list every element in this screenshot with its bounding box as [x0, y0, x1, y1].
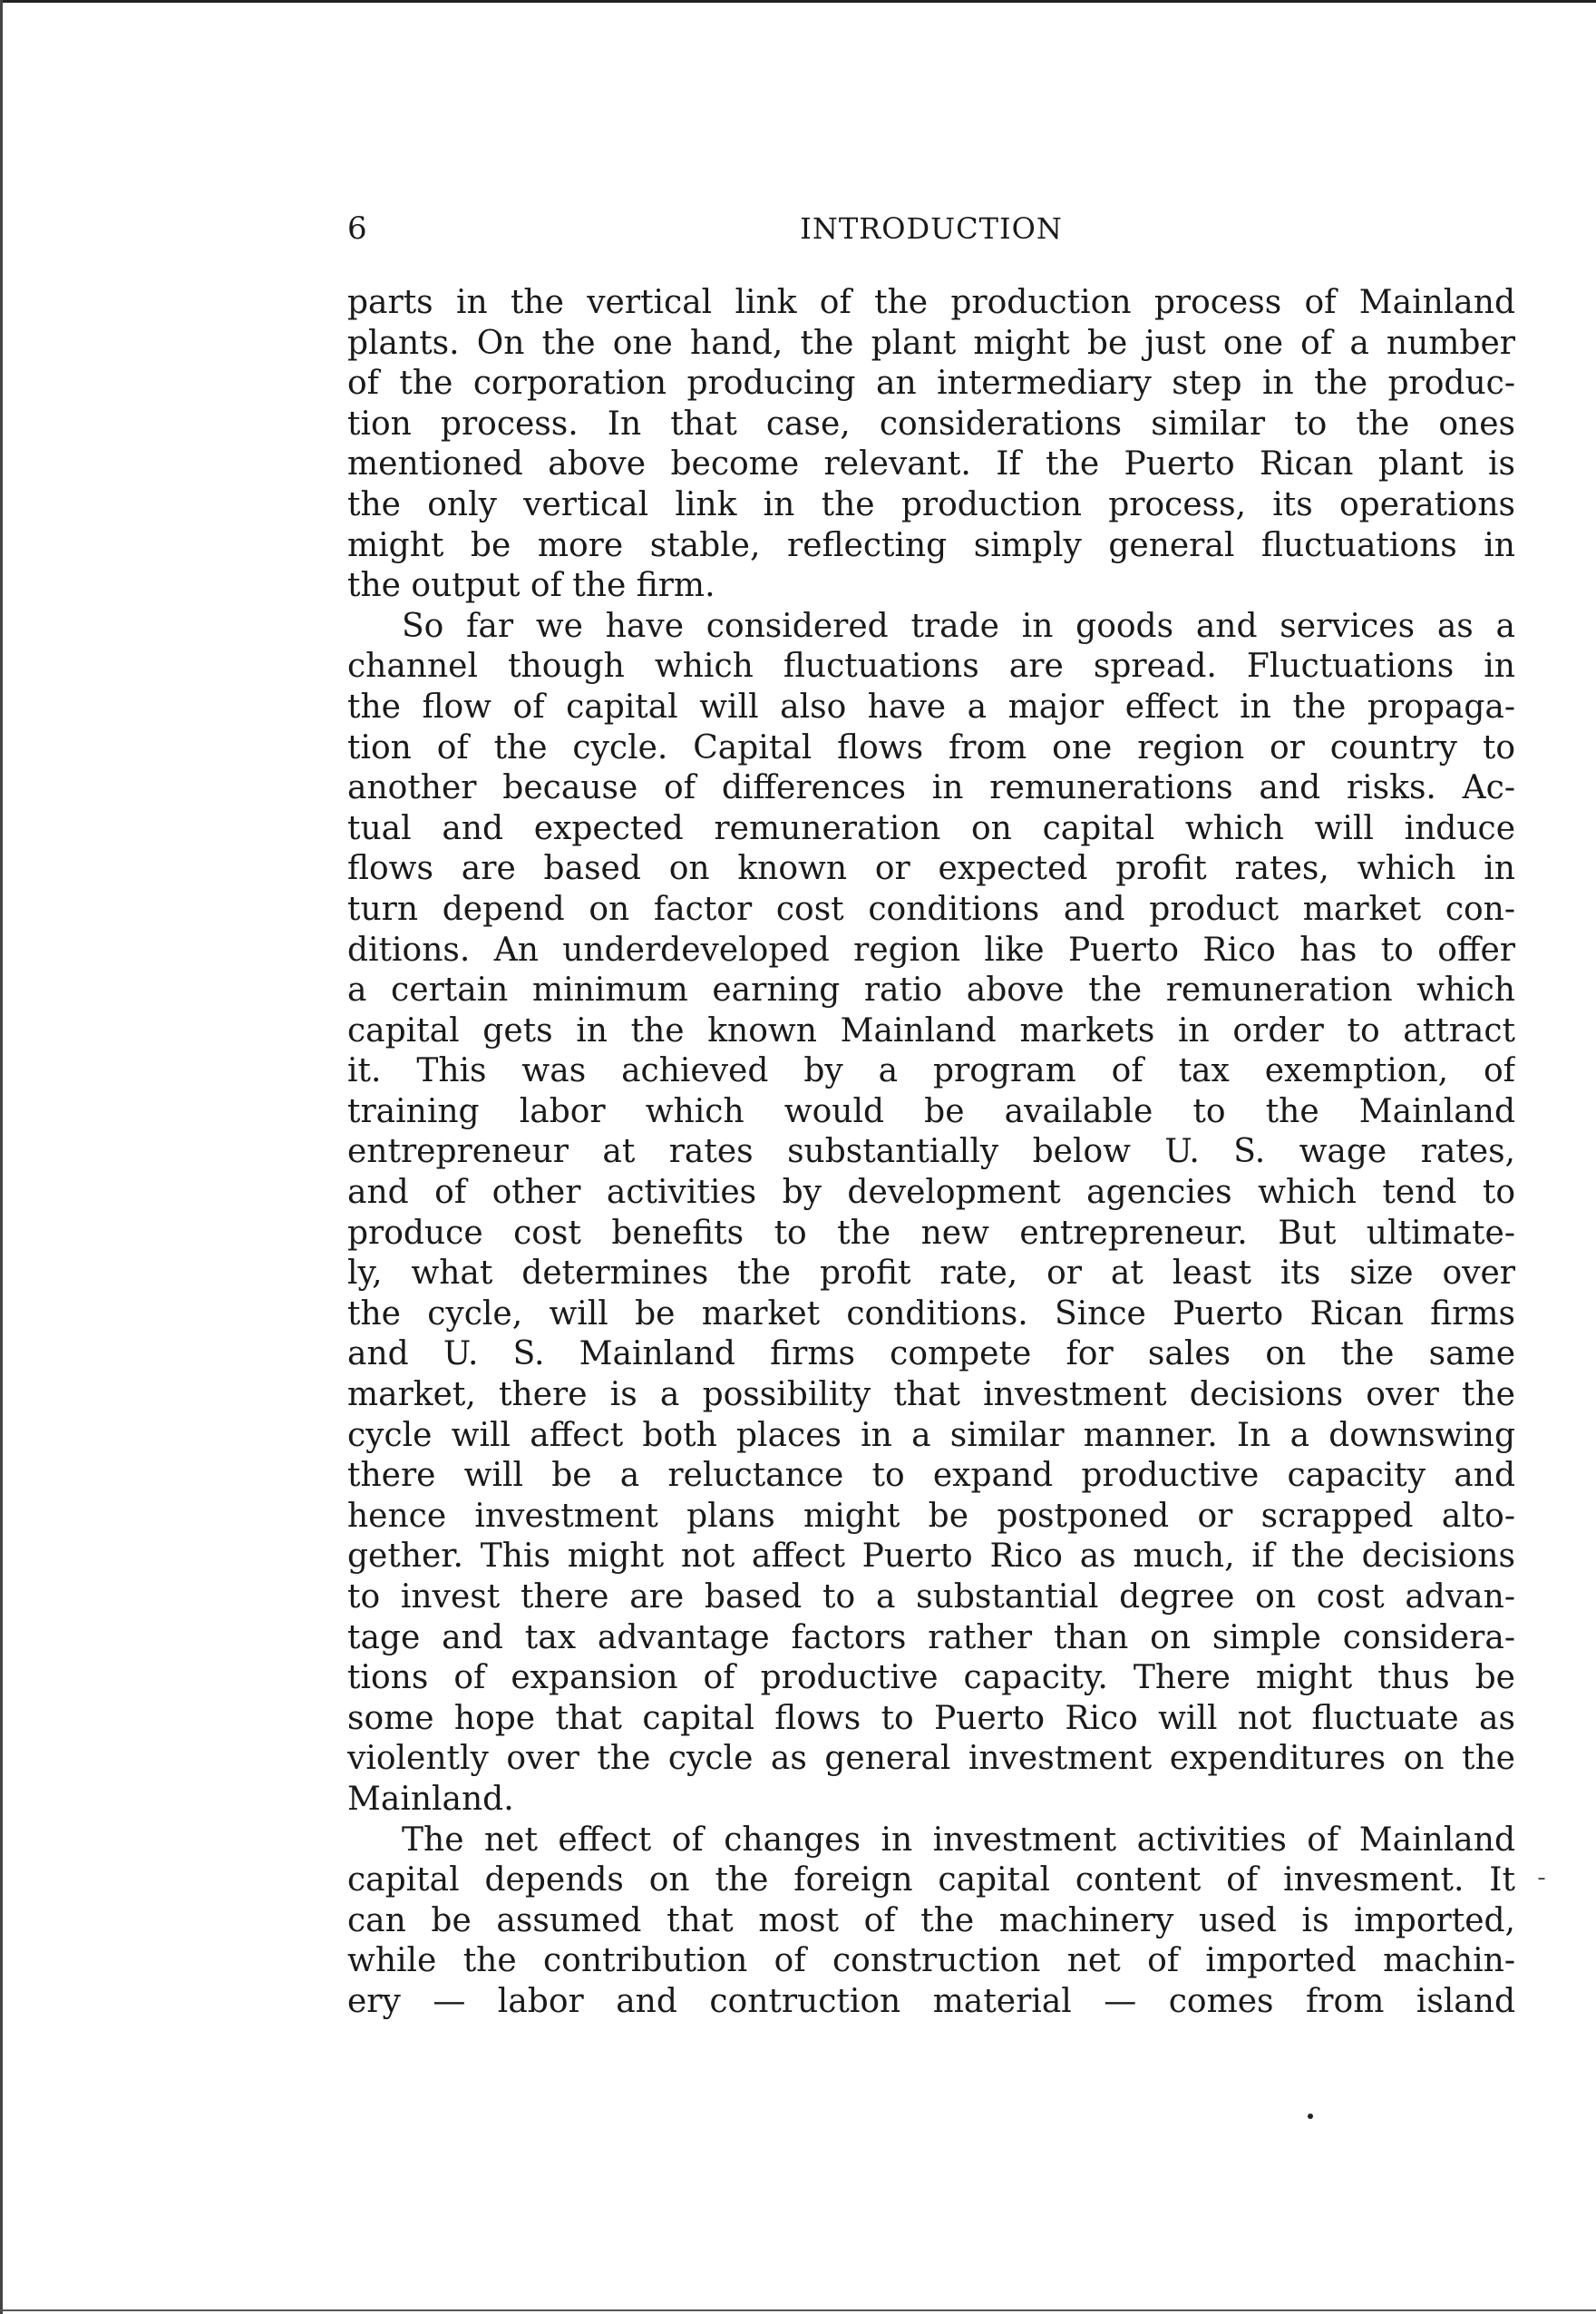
text-line: the flow of capital will also have a major effect in the propaga- [347, 688, 1515, 726]
text-line: might be more stable, reflecting simply general fluctuations in [347, 526, 1515, 564]
text-line: of the corporation producing an intermediary step in the produc- [347, 365, 1515, 403]
text-line: tion process. In that case, considerations similar to the ones [347, 405, 1515, 443]
text-line: violently over the cycle as general investment expenditures on the [347, 1740, 1515, 1778]
text-line: the output of the firm. [347, 567, 715, 605]
text-line: and of other activities by development agencies which tend to [347, 1174, 1515, 1212]
text-line: mentioned above become relevant. If the Puerto Rican plant is [347, 445, 1515, 483]
text-line: flows are based on known or expected profit rates, which in [347, 850, 1515, 888]
text-line: tions of expansion of productive capacity. There might thus be [347, 1659, 1515, 1697]
text-line: another because of differences in remunerations and risks. Ac- [347, 769, 1515, 807]
paragraph [347, 607, 1515, 1821]
text-line: produce cost benefits to the new entrepreneur. But ultimate- [347, 1214, 1515, 1252]
paragraph [347, 1821, 1515, 2023]
page-edge-bottom [0, 2309, 1596, 2311]
text-line: tion of the cycle. Capital flows from one region or country to [347, 728, 1515, 766]
text-line: a certain minimum earning ratio above the remuneration which [347, 971, 1515, 1010]
text-line: plants. On the one hand, the plant might be just one of a number [347, 324, 1515, 362]
text-line: channel though which fluctuations are spread. Fluctuations in [347, 648, 1515, 686]
page-edge-left [0, 0, 3, 2314]
print-speck [1308, 2114, 1313, 2119]
text-line: Mainland. [347, 1780, 514, 1818]
page-header [347, 207, 1515, 250]
text-line: training labor which would be available to the Mainland [347, 1092, 1515, 1130]
page-edge-top [0, 0, 1596, 3]
running-head: INTRODUCTION [800, 211, 1063, 246]
text-line: while the contribution of construction net of imported machin- [347, 1942, 1515, 1980]
text-line: gether. This might not affect Puerto Rico as much, if the decisions [347, 1538, 1515, 1576]
text-line: tual and expected remuneration on capital which will induce [347, 809, 1515, 847]
text-line: The net effect of changes in investment activities of Mainland [402, 1821, 1515, 1859]
text-line: entrepreneur at rates substantially below U. S. wage rates, [347, 1133, 1515, 1171]
text-line: So far we have considered trade in goods and services as a [402, 607, 1515, 645]
text-line: ditions. An underdeveloped region like Puerto Rico has to offer [347, 931, 1515, 969]
page-number: 6 [347, 210, 367, 247]
text-line: turn depend on factor cost conditions and product market con- [347, 890, 1515, 928]
text-line: ery — labor and contruction material — comes from island [347, 1982, 1515, 2020]
paragraph [347, 283, 1515, 607]
text-line: ly, what determines the profit rate, or at least its size over [347, 1255, 1515, 1293]
text-line: the cycle, will be market conditions. Since Puerto Rican firms [347, 1294, 1515, 1333]
text-line: there will be a reluctance to expand productive capacity and [347, 1457, 1515, 1495]
text-line: the only vertical link in the production process, its operations [347, 485, 1515, 523]
text-line: can be assumed that most of the machinery used is imported, [347, 1901, 1515, 1939]
text-line: some hope that capital flows to Puerto Rico will not fluctuate as [347, 1699, 1515, 1737]
text-line: it. This was achieved by a program of tax exemption, of [347, 1052, 1515, 1090]
body-text [347, 283, 1515, 2023]
text-line: capital gets in the known Mainland markets in order to attract [347, 1011, 1515, 1050]
text-line: to invest there are based to a substantial degree on cost advan- [347, 1578, 1515, 1616]
margin-mark: ˍ [1536, 1856, 1547, 1881]
text-line: and U. S. Mainland firms compete for sales on the same [347, 1335, 1515, 1373]
text-line: cycle will affect both places in a similar manner. In a downswing [347, 1416, 1515, 1454]
text-line: market, there is a possibility that investment decisions over the [347, 1376, 1515, 1414]
text-line: capital depends on the foreign capital content of invesment. It [347, 1861, 1515, 1899]
text-line: parts in the vertical link of the production process of Mainland [347, 284, 1515, 321]
text-line: hence investment plans might be postponed or scrapped alto- [347, 1497, 1515, 1535]
text-line: tage and tax advantage factors rather than on simple considera- [347, 1618, 1515, 1656]
